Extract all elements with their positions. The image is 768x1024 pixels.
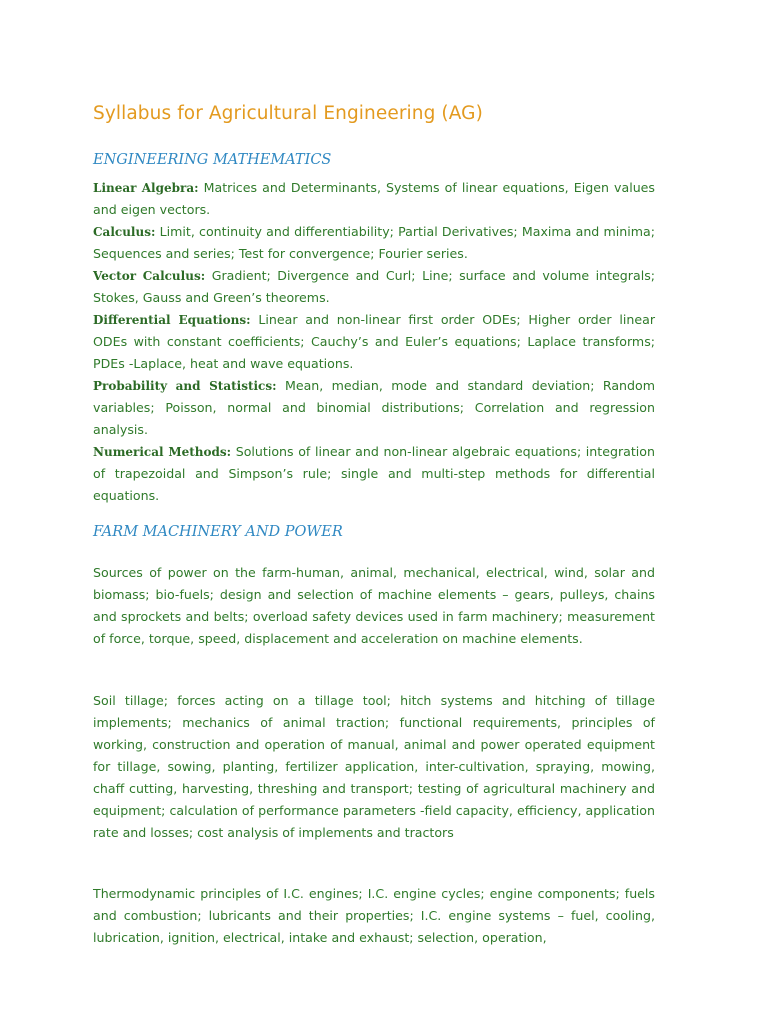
topic-calculus (93, 221, 655, 265)
paragraph-thermodynamic-principles: Thermodynamic principles of I.C. engines; I.C. engine cycles; engine components; fuels and combustion; lubricants and their properties; I.C. engine systems – fuel, cooling, lubrication, ignition, electrical, intake and exhaust; selection, operation, (93, 885, 655, 945)
topic-term: Vector Calculus: (93, 269, 206, 283)
topic-probability-statistics (93, 375, 655, 441)
document-title: Syllabus for Agricultural Engineering (AG) (93, 103, 483, 124)
engineering-mathematics-topics (93, 177, 655, 507)
topic-term: Numerical Methods: (93, 445, 232, 459)
topic-text: Limit, continuity and differentiability; Partial Derivatives; Maxima and minima; Sequences and series; Test for convergence; Fourier series. (93, 224, 655, 261)
topic-term: Calculus: (93, 225, 156, 239)
topic-linear-algebra (93, 177, 655, 221)
topic-text: Matrices and Determinants, Systems of linear equations, Eigen values and eigen vectors. (93, 180, 655, 217)
paragraph-sources-of-power: Sources of power on the farm-human, animal, mechanical, electrical, wind, solar and biomass; bio-fuels; design and selection of machine elements – gears, pulleys, chains and sprockets and belts; overload safety devices used in farm machinery; measurement of force, torque, speed, displacement and acceleration on machine elements. (93, 564, 655, 646)
section-heading-farm-machinery-power: FARM MACHINERY AND POWER (93, 524, 343, 540)
topic-text: Gradient; Divergence and Curl; Line; surface and volume integrals; Stokes, Gauss and Green’s theorems. (93, 268, 655, 305)
topic-text: Solutions of linear and non-linear algebraic equations; integration of trapezoidal and Simpson’s rule; single and multi-step methods for differential equations. (93, 444, 655, 503)
topic-text: Mean, median, mode and standard deviation; Random variables; Poisson, normal and binomial distributions; Correlation and regression analysis. (93, 378, 655, 437)
topic-term: Differential Equations: (93, 313, 251, 327)
topic-differential-equations (93, 309, 655, 375)
section-heading-engineering-mathematics: ENGINEERING MATHEMATICS (93, 152, 332, 168)
topic-vector-calculus (93, 265, 655, 309)
topic-numerical-methods (93, 441, 655, 507)
paragraph-soil-tillage: Soil tillage; forces acting on a tillage tool; hitch systems and hitching of tillage implements; mechanics of animal traction; functional requirements, principles of working, construction and operation of manual, animal and power operated equipment for tillage, sowing, planting, fertilizer application, inter-cultivation, spraying, mowing, chaff cutting, harvesting, threshing and transport; testing of agricultural machinery and equipment; calculation of performance parameters -field capacity, efficiency, application rate and losses; cost analysis of implements and tractors (93, 692, 655, 840)
topic-term: Probability and Statistics: (93, 379, 277, 393)
topic-term: Linear Algebra: (93, 181, 199, 195)
topic-text: Linear and non-linear first order ODEs; Higher order linear ODEs with constant coefficients; Cauchy’s and Euler’s equations; Laplace transforms; PDEs -Laplace, heat and wave equations. (93, 312, 656, 371)
